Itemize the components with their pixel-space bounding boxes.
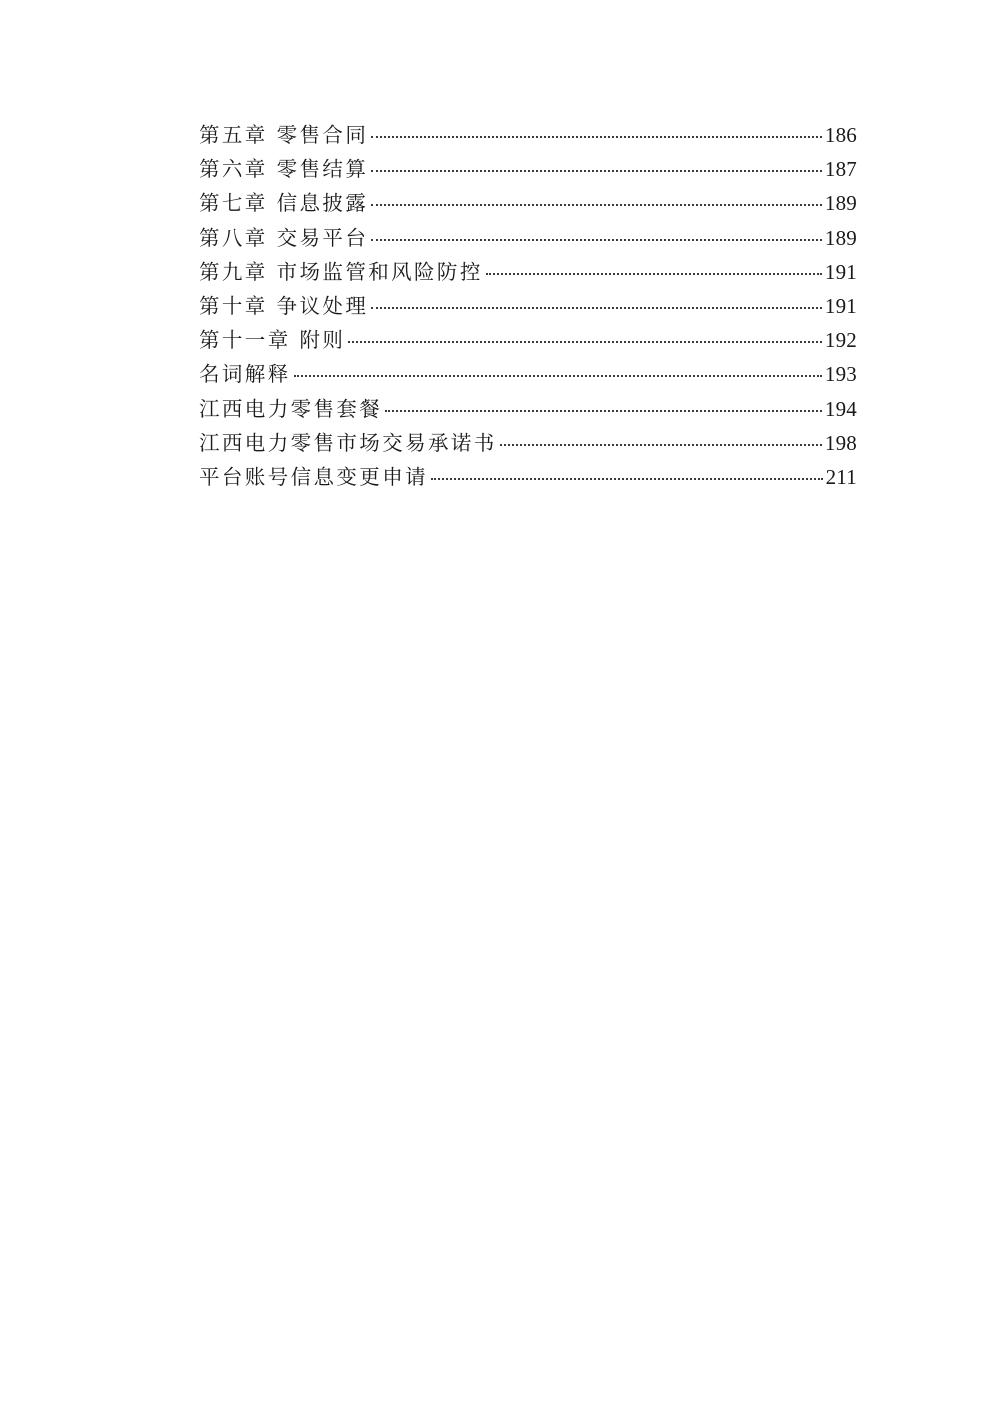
toc-entry-page-number: 198 xyxy=(824,430,857,455)
toc-entry-label: 第五章 零售合同 xyxy=(199,123,369,147)
toc-entry[interactable] xyxy=(199,221,857,255)
toc-entry[interactable] xyxy=(199,323,857,357)
toc-entry-page-number: 191 xyxy=(824,293,857,318)
toc-entry[interactable] xyxy=(199,357,857,391)
dot-leader xyxy=(348,341,822,343)
toc-entry[interactable] xyxy=(199,460,857,494)
dot-leader xyxy=(371,204,822,206)
toc-entry[interactable] xyxy=(199,289,857,323)
toc-entry-page-number: 194 xyxy=(824,396,857,421)
toc-entry[interactable] xyxy=(199,255,857,289)
toc-entry-label: 第七章 信息披露 xyxy=(199,191,369,216)
toc-entry-label: 江西电力零售市场交易承诺书 xyxy=(199,430,497,455)
toc-entry-page-number: 193 xyxy=(824,362,857,387)
toc-entry-label: 第六章 零售结算 xyxy=(199,157,369,182)
table-of-contents xyxy=(199,118,857,494)
toc-entry-page-number: 189 xyxy=(824,225,857,250)
toc-entry-label: 第九章 市场监管和风险防控 xyxy=(199,259,483,284)
toc-entry-label: 第十一章 附则 xyxy=(199,328,346,353)
toc-entry-label: 平台账号信息变更申请 xyxy=(199,464,428,489)
dot-leader xyxy=(371,170,822,172)
dot-leader xyxy=(385,410,822,412)
toc-entry-page-number: 189 xyxy=(824,191,857,216)
toc-entry[interactable] xyxy=(199,392,857,426)
toc-entry-page-number: 191 xyxy=(824,259,857,284)
toc-entry[interactable] xyxy=(199,118,857,152)
toc-entry-label: 第十章 争议处理 xyxy=(199,293,369,318)
toc-entry-label: 江西电力零售套餐 xyxy=(199,396,383,421)
dot-leader xyxy=(294,375,822,377)
dot-leader xyxy=(486,273,822,275)
toc-entry-page-number: 186 xyxy=(824,123,857,147)
dot-leader xyxy=(371,136,822,138)
toc-entry-page-number: 187 xyxy=(824,157,857,182)
dot-leader xyxy=(371,307,822,309)
dot-leader xyxy=(500,444,822,446)
toc-entry-page-number: 211 xyxy=(825,464,857,489)
dot-leader xyxy=(431,478,823,480)
toc-entry-label: 第八章 交易平台 xyxy=(199,225,369,250)
toc-entry[interactable] xyxy=(199,426,857,460)
toc-entry[interactable] xyxy=(199,186,857,220)
toc-entry[interactable] xyxy=(199,152,857,186)
toc-entry-label: 名词解释 xyxy=(199,362,291,387)
dot-leader xyxy=(371,239,822,241)
toc-entry-page-number: 192 xyxy=(824,328,857,353)
